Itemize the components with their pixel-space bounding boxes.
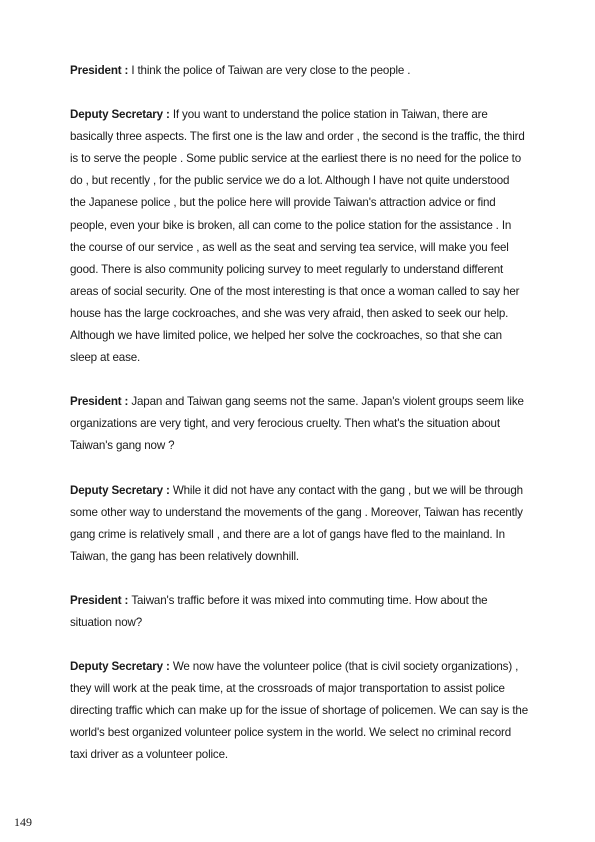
- page-number: 149: [14, 815, 32, 829]
- dialogue-text: Japan and Taiwan gang seems not the same. Japan's violent groups seem like organizations are very tight, and very ferocious cruelty. Then what's the situation about Taiwan's gang now ?: [70, 395, 524, 453]
- speaker-label: President :: [70, 593, 132, 607]
- dialogue-paragraph: [70, 590, 528, 634]
- dialogue-text: If you want to understand the police station in Taiwan, there are basically three aspects. The first one is the law and order , the second is the traffic, the third is to serve the people . Some public service at the earliest there is no need for the police to do , but recently , for the public service we do a lot. Although I have not quite understood the Japanese police , but the police here will provide Taiwan's attraction advice or find people, even your bike is broken, all can come to the police station for the assistance . In the course of our service , as well as the seat and serving tea service, will make you feel good. There is also community policing survey to meet regularly to understand different areas of social security. One of the most interesting is that once a woman called to say her house has the large cockroaches, and she was very afraid, then asked to seek our help. Although we have limited police, we helped her solve the cockroaches, so that she can sleep at ease.: [70, 108, 525, 365]
- dialogue-text: While it did not have any contact with the gang , but we will be through some other way to understand the movements of the gang . Moreover, Taiwan has recently gang crime is relatively small , and there are a lot of gangs have fled to the mainland. In Taiwan, the gang has been relatively downhill.: [70, 483, 523, 563]
- dialogue-paragraph: [70, 480, 528, 568]
- dialogue-text: We now have the volunteer police (that is civil society organizations) , they will work at the peak time, at the crossroads of major transportation to assist police directing traffic which can make up for the issue of shortage of policemen. We can say is the world's best organized volunteer police system in the world. We select no criminal record taxi driver as a volunteer police.: [70, 660, 528, 762]
- dialogue-text: I think the police of Taiwan are very close to the people .: [131, 64, 411, 77]
- dialogue-text: Taiwan's traffic before it was mixed into commuting time. How about the situation now?: [70, 593, 488, 629]
- speaker-label: Deputy Secretary :: [70, 483, 173, 497]
- speaker-label: Deputy Secretary :: [70, 660, 173, 674]
- speaker-label: President :: [70, 64, 132, 77]
- speaker-label: Deputy Secretary :: [70, 108, 173, 122]
- dialogue-paragraph: [70, 391, 528, 457]
- dialogue-paragraph: [70, 656, 528, 766]
- dialogue-paragraph: [70, 104, 528, 369]
- speaker-label: President :: [70, 395, 132, 409]
- dialogue-paragraph: [70, 60, 528, 82]
- page-content: [70, 60, 528, 789]
